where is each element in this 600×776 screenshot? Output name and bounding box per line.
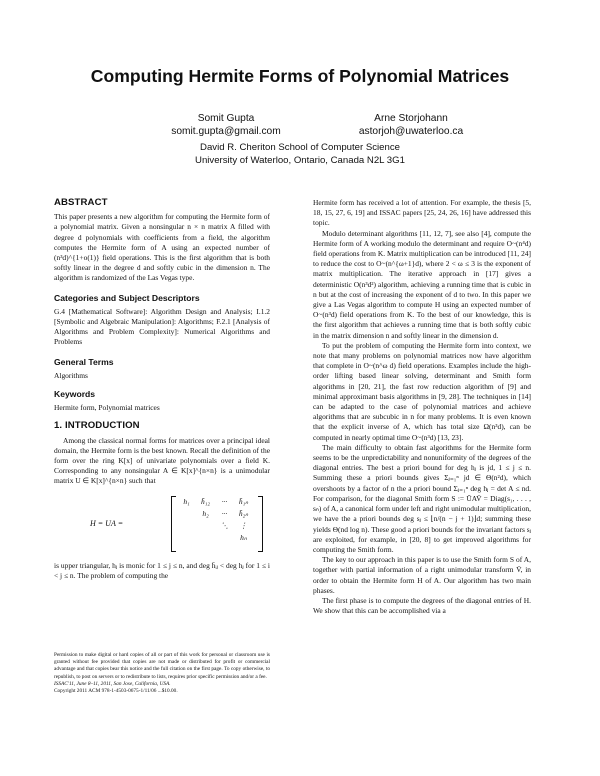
matrix-cell: hₙ	[240, 532, 247, 542]
general-terms-section	[54, 357, 270, 381]
matrix-cell: h̄₁ₙ	[238, 496, 249, 506]
keywords-heading: Keywords	[54, 389, 96, 400]
affiliation	[0, 142, 600, 167]
footnote-venue: ISSAC'11, June 8–11, 2011, San Jose, California, USA.	[54, 680, 171, 687]
matrix-cell: ⋱	[220, 520, 229, 530]
footnote-permission-text: Permission to make digital or hard copies of all or part of this work for personal or classroom use is granted without fee provided that copies are not made or distributed for profit or commercial advantage and that copies bear this notice and the full citation on the first page. To copy otherwise, to republish, to post on servers or to redistribute to lists, requires prior specific permission and/or a fee.	[54, 652, 270, 680]
author-2	[311, 112, 511, 138]
abstract-heading: ABSTRACT	[54, 197, 108, 208]
right-paragraph-4: The main difficulty to obtain fast algorithms for the Hermite form seems to be the unpredictability and nonuniformity of the degrees of the diagonal entries. The best a priori bound for deg hⱼ is jd, 1 ≤ j ≤ n. Summing these a priori bounds gives Σⱼ₌₁ⁿ jd ∈ Θ(n²d), which overshoots by a factor of n the a priori bound Σⱼ₌₁ⁿ deg hⱼ = det A ≤ nd. For comparison, for the diagonal Smith form S := ŪAV̄ = Diag(s₁, . . . , sₙ) of A, a canonical form under left and right unimodular multiplication, we have the a priori bounds deg sⱼ ≤ ⌊n/(n − j + 1)⌋d; summing these yields Θ(nd log n). These good a priori bounds for the invariant factors sⱼ are exploited, for example, in [20, 8] to get improved algorithms for computing the Smith form.	[313, 442, 531, 554]
permission-footnote	[54, 652, 270, 695]
footnote-copyright: Copyright 2011 ACM 978-1-4503-0675-1/11/06 ...$10.00.	[54, 688, 178, 695]
author-1	[126, 112, 326, 138]
general-terms-heading: General Terms	[54, 356, 114, 367]
matrix-cell: h̄₁₂	[201, 496, 210, 506]
matrix-cell	[177, 520, 196, 532]
right-paragraph-5: The key to our approach in this paper is to use the Smith form S of A, together with partial information of a right unimodular transform V̄, in order to obtain the Hermite form H of A. Our algorithm has two main phases.	[313, 555, 531, 595]
introduction-heading: 1. INTRODUCTION	[54, 420, 140, 432]
matrix-row	[177, 496, 253, 508]
matrix-right-bracket	[258, 496, 263, 552]
matrix-cell	[177, 508, 196, 520]
matrix-cell: ···	[221, 508, 228, 518]
right-paragraph-2: Modulo determinant algorithms [11, 12, 7], see also [4], compute the Hermite form of A working modulo the determinant and require O~(n⁴d) field operations from K. Matrix multiplication can be introduced [11, 24] to reduce the cost to O~(n^{ω+1}d), where 2 < ω ≤ 3 is the exponent of matrix multiplication. The iterative approach in [17] gives a deterministic O(n³d²) algorithm, achieving a running time that is cubic in n but at the cost of increasing the exponent of d to two. In this paper we give a Las Vegas algorithm to compute H using an expected number of O~(n³d) field operations from K. To the best of our knowledge, this is the first algorithm that achieves a running time that is both softly cubic in the matrix dimension n and softly linear in the dimension d.	[313, 228, 531, 340]
matrix-cell	[196, 532, 215, 544]
matrix-row	[177, 508, 253, 520]
categories-section	[54, 293, 270, 348]
matrix-cell	[215, 532, 234, 544]
keywords-section	[54, 389, 270, 413]
categories-text: G.4 [Mathematical Software]: Algorithm Design and Analysis; I.1.2 [Symbolic and Algebraic Manipulation]: Algorithms; F.2.1 [Analysis of Algorithms and Problem Complexity]: Numerical Algorithms and Problems	[54, 306, 270, 347]
keywords-text: Hermite form, Polynomial matrices	[54, 403, 160, 413]
right-paragraph-3: To put the problem of computing the Hermite form into context, we note that many problems on polynomial matrices now have algorithm that complete in O~(n^ω d) field operations. Examples include the high-order lifting based linear solving, determinant and Smith form algorithms in [20, 21], the fast row reduction algorithm of [9] and minimal approximant basis algorithms in [9, 28]. The techniques in [14] can be adapted to the case of polynomial matrices and achieve algorithms that are subcubic in n for many problems. It is even known that the explicit inverse of A, which has total size Ω(n³d), can be computed in nearly optimal time O~(n³d) [13, 23].	[313, 340, 531, 442]
abstract-text: This paper presents a new algorithm for computing the Hermite form of a polynomial matrix. Given a nonsingular n × n matrix A filled with degree d polynomials with coefficients from a field, the algorithm computes the Hermite form of A using an expected number of (n³d)^{1+o(1)} field operations. This is the first algorithm that is both softly linear in the degree d and softly cubic in the dimension n. The algorithm is randomized of the Las Vegas type.	[54, 212, 270, 283]
matrix-lhs: H = UA =	[90, 518, 124, 528]
matrix-row	[177, 520, 253, 532]
matrix-cell: h₂	[202, 508, 209, 518]
matrix-cell: h₁	[183, 496, 190, 506]
affiliation-line-2: University of Waterloo, Ontario, Canada N2L 3G1	[195, 154, 405, 166]
author-1-name: Somit Gupta	[197, 113, 255, 124]
matrix-entries	[177, 496, 253, 544]
general-terms-text: Algorithms	[54, 370, 88, 380]
matrix-row	[177, 532, 253, 544]
matrix-left-bracket	[171, 496, 176, 552]
matrix-cell: ···	[221, 496, 228, 506]
matrix-cell	[177, 532, 196, 544]
author-2-email: astorjoh@uwaterloo.ca	[358, 126, 464, 137]
right-column	[313, 198, 531, 616]
affiliation-line-1: David R. Cheriton School of Computer Science	[200, 142, 400, 153]
intro-paragraph-1: Among the classical normal forms for matrices over a principal ideal domain, the Hermite form is the best known. Recall the definition of the form over the ring K[x] of univariate polynomials over a field K. Corresponding to any nonsingular A ∈ K[x]^{n×n} is a unimodular matrix U ∈ K[x]^{n×n} such that	[54, 435, 270, 486]
matrix-cell: ⋮	[239, 520, 248, 530]
matrix-cell	[196, 520, 215, 532]
author-1-email: somit.gupta@gmail.com	[171, 126, 281, 137]
intro-paragraph-2: is upper triangular, hⱼ is monic for 1 ≤ j ≤ n, and deg h̄ᵢⱼ < deg hⱼ for 1 ≤ i < j ≤ n. The problem of computing the	[54, 560, 270, 580]
right-paragraph-6: The first phase is to compute the degrees of the diagonal entries of H. We show that this can be accomplished via a	[313, 595, 531, 616]
matrix-cell: h̄₂ₙ	[238, 508, 249, 518]
right-paragraph-1: Hermite form has received a lot of attention. For example, the thesis [5, 18, 15, 27, 6, 19] and ISSAC papers [25, 24, 26, 16] have addressed this topic.	[313, 198, 531, 228]
hermite-matrix-equation	[54, 493, 270, 555]
introduction-section	[54, 421, 270, 581]
author-2-name: Arne Storjohann	[374, 113, 448, 124]
categories-heading: Categories and Subject Descriptors	[54, 292, 200, 303]
abstract-section	[54, 198, 270, 284]
left-column	[54, 198, 270, 581]
paper-title: Computing Hermite Forms of Polynomial Matrices	[90, 66, 510, 86]
